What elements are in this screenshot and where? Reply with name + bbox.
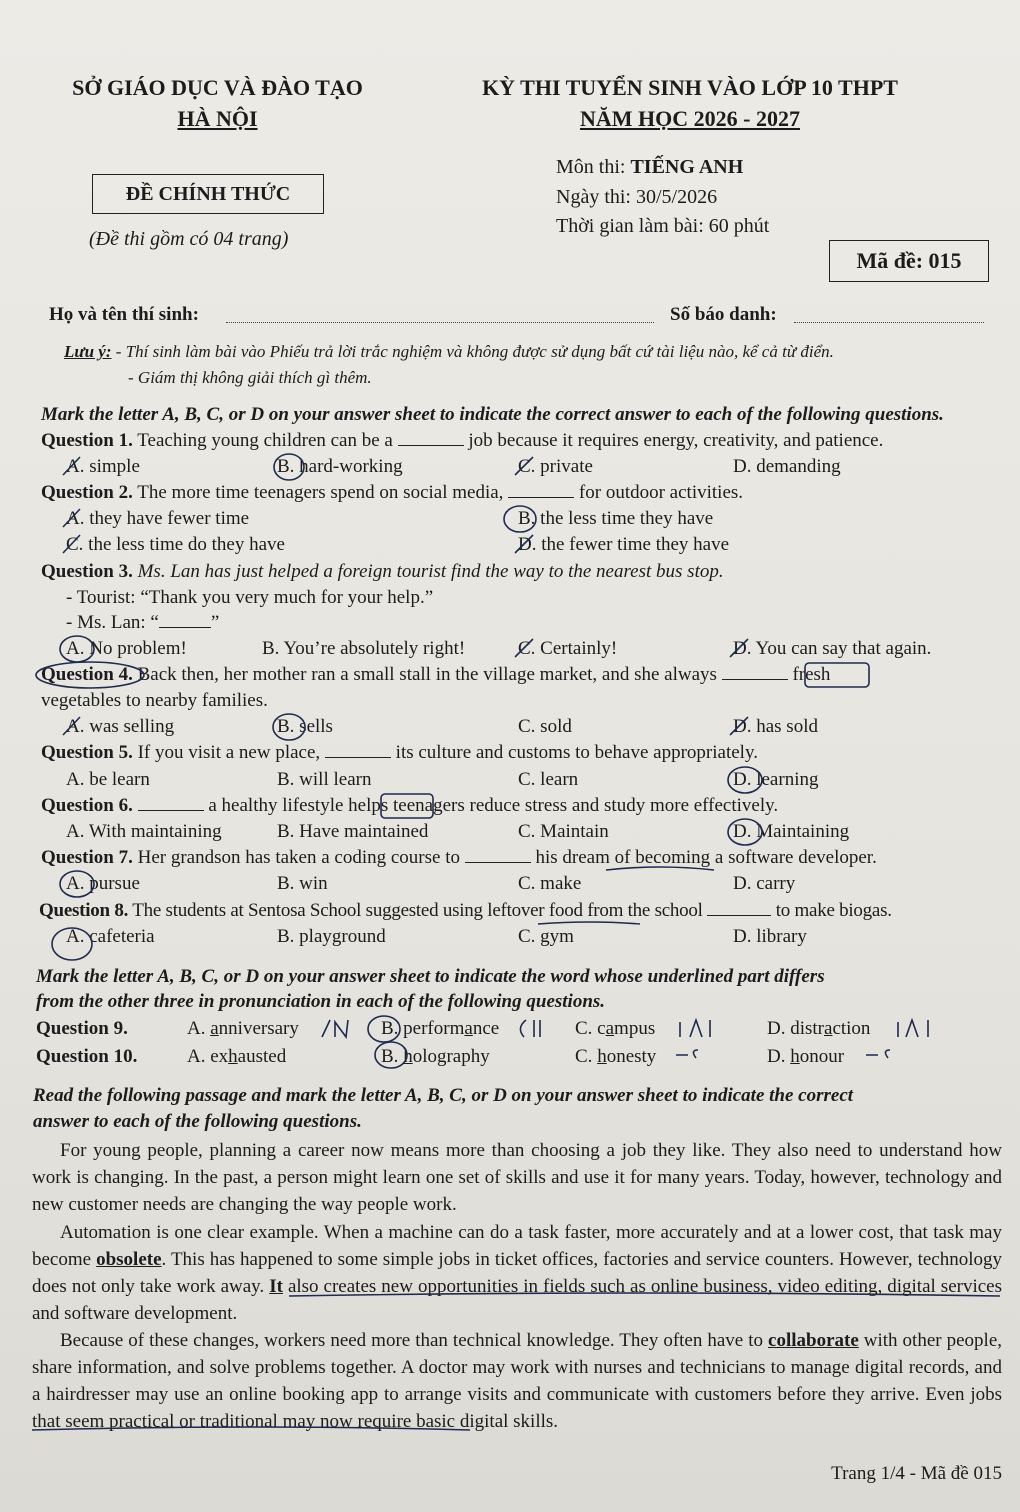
option-7c[interactable]: C. make [518,873,582,894]
pen-circle-mark [728,767,762,793]
exam-date: Ngày thi: 30/5/2026 [556,186,718,208]
question-label: Question 3. [41,561,133,582]
pen-box-mark [381,794,433,818]
dialogue-text: - Ms. Lan: “ [66,612,159,633]
option-1b[interactable]: B. hard-working [277,456,403,477]
underlined-part: a [464,1018,473,1039]
question-text: fresh [787,664,831,685]
option-text: mpus [614,1018,656,1039]
underlined-part: a [210,1018,219,1039]
question-text: its culture and customs to behave appropriately. [390,742,758,763]
question-label: Question 6. [41,795,133,816]
option-4b[interactable]: B. sells [277,716,333,737]
option-text: austed [237,1046,287,1067]
exam-title: KỲ THI TUYỂN SINH VÀO LỚP 10 THPT [482,75,898,100]
option-5b[interactable]: B. will learn [277,769,372,790]
pen-circle-mark [60,871,94,897]
pen-circle-mark [52,928,92,960]
option-text: B. [381,1046,404,1067]
note-line-2: - Giám thị không giải thích gì thêm. [128,368,372,387]
option-text: olography [412,1046,490,1067]
underlined-part: a [605,1018,615,1039]
pen-circle-mark [274,454,304,480]
question-text: to make biogas. [771,900,892,921]
passage-key-word: It [269,1276,283,1297]
pen-strike-mark [515,535,533,553]
option-text: onesty [606,1046,657,1067]
option-3a[interactable]: A. No problem! [66,638,187,659]
section2-instruction-2: from the other three in pronunciation in each of the following questions. [36,991,606,1012]
question-text: Ms. Lan has just helped a foreign tourist find the way to the nearest bus stop. [132,561,724,582]
option-7a[interactable]: A. pursue [66,873,140,894]
pen-strike-mark [730,717,748,735]
option-6a[interactable]: A. With maintaining [66,821,222,842]
option-text: B. perform [381,1018,465,1039]
question-text: job because it requires energy, creativity, and patience. [463,430,884,451]
note-text-1: - Thí sinh làm bài vào Phiếu trả lời trắc nghiệm và không được sử dụng bất cứ tài liệu nào, kể cả từ điển. [111,342,834,361]
underlined-part: a [824,1018,833,1039]
option-text: C. [575,1046,598,1067]
pen-phonetic-note [898,1020,928,1037]
underlined-part: h [597,1046,607,1067]
candidate-name-label: Họ và tên thí sinh: [49,304,199,325]
option-3c[interactable]: C. Certainly! [518,638,618,659]
candidate-id-label: Số báo danh: [670,304,777,325]
option-8c[interactable]: C. gym [518,926,574,947]
pen-underline-mark [289,1293,1000,1296]
option-2d[interactable]: D. the fewer time they have [518,534,730,555]
dept-line-2: HÀ NỘI [177,106,258,131]
subject-label: Môn thi: [556,156,631,178]
exam-duration: Thời gian làm bài: 60 phút [556,215,770,237]
option-text: nce [472,1018,500,1039]
passage-text: Automation is one clear example. When a machine can do a task faster, more accurately and at a lower cost, that task may become [32,1222,1002,1270]
official-badge: ĐỀ CHÍNH THỨC [92,174,324,214]
school-year: NĂM HỌC 2026 - 2027 [580,106,800,131]
option-1d[interactable]: D. demanding [733,456,841,477]
option-text: D. [767,1046,791,1067]
option-6b[interactable]: B. Have maintained [277,821,429,842]
option-2b[interactable]: B. the less time they have [518,508,714,529]
question-text: Teaching young children can be a [132,430,398,451]
option-2a[interactable]: A. they have fewer time [66,508,250,529]
option-5a[interactable]: A. be learn [66,769,150,790]
question-label: Question 4. [41,664,133,685]
pen-strike-mark [730,639,748,657]
pen-strike-mark [63,535,80,553]
option-6c[interactable]: C. Maintain [518,821,609,842]
dialogue-tourist: - Tourist: “Thank you very much for your help.” [66,587,434,608]
exam-code-box: Mã đề: 015 [829,240,989,282]
question-text: The students at Sentosa School suggested using leftover food from the school [128,900,708,921]
question-text: his dream of becoming a software developer. [530,847,877,868]
page-footer: Trang 1/4 - Mã đề 015 [831,1463,1002,1484]
section2-instruction-1: Mark the letter A, B, C, or D on your answer sheet to indicate the word whose underlined part differs [36,966,825,987]
passage-text: Because of these changes, workers need more than technical knowledge. They often have to [60,1330,769,1351]
option-8b[interactable]: B. playground [277,926,386,947]
pen-circle-mark [375,1042,407,1068]
question-text: Her grandson has taken a coding course to [132,847,465,868]
option-8a[interactable]: A. cafeteria [66,926,155,947]
option-8d[interactable]: D. library [733,926,807,947]
option-6d[interactable]: D. Maintaining [733,821,850,842]
question-text: a healthy lifestyle helps teenagers reduce stress and study more effectively. [203,795,779,816]
pen-strike-mark [63,717,80,735]
subject-name: TIẾNG ANH [630,156,744,178]
option-text: A. ex [187,1046,229,1067]
passage-key-word: collaborate [768,1330,859,1351]
pen-circle-mark [36,662,144,688]
pen-underline-mark [538,922,640,924]
dept-line-1: SỞ GIÁO DỤC VÀ ĐÀO TẠO [72,75,363,100]
passage-paragraph-1: For young people, planning a career now means more than choosing a job they like. They also need to understand how work is changing. In the past, a person might learn one set of skills and use it for many years. Today, however, technology and new customer needs are changing the way people work. [32,1140,1002,1215]
section3-instruction-2: answer to each of the following questions. [33,1111,362,1132]
option-2c[interactable]: C. the less time do they have [66,534,285,555]
pen-strike-mark [63,457,80,475]
question-text: The more time teenagers spend on social media, [132,482,509,503]
option-3d[interactable]: D. You can say that again. [733,638,932,659]
option-text: onour [799,1046,845,1067]
pen-box-mark [805,663,869,687]
pen-circle-mark [60,636,94,662]
question-text: for outdoor activities. [574,482,744,503]
option-text: C. c [575,1018,606,1039]
pages-note: (Đề thi gồm có 04 trang) [89,228,289,250]
question-label: Question 8. [39,900,129,921]
pen-strike-mark [515,639,533,657]
option-text: nniversary [218,1018,299,1039]
option-5c[interactable]: C. learn [518,769,579,790]
option-4a[interactable]: A. was selling [66,716,175,737]
pen-circle-mark [504,506,536,532]
question-10-label: Question 10. [36,1046,138,1067]
question-text: Back then, her mother ran a small stall in the village market, and she always [132,664,722,685]
question-9-label: Question 9. [36,1018,128,1039]
question-4-continued: vegetables to nearby families. [41,690,268,711]
pen-strike-mark [515,457,533,475]
question-label: Question 7. [41,847,133,868]
section3-instruction-1: Read the following passage and mark the letter A, B, C, or D on your answer sheet to indicate the correct [33,1085,854,1106]
pen-phonetic-note [322,1020,348,1037]
pen-underline-mark [606,867,714,870]
pen-underline-mark [32,1427,470,1430]
pen-strike-mark [63,509,80,527]
option-1a[interactable]: A. simple [66,456,140,477]
passage-key-word: obsolete [96,1249,162,1270]
question-label: Question 1. [41,430,133,451]
pen-phonetic-note [520,1020,540,1037]
question-label: Question 5. [41,742,133,763]
pen-phonetic-note [676,1050,698,1058]
pen-phonetic-note [866,1050,890,1058]
option-5d[interactable]: D. learning [733,769,819,790]
option-1c[interactable]: C. private [518,456,593,477]
underlined-part: h [403,1046,413,1067]
passage-text: also creates new opportunities in fields such as online business, video editing, digital services and software development. [32,1276,1002,1324]
question-label: Question 2. [41,482,133,503]
option-7d[interactable]: D. carry [733,873,796,894]
option-text: D. distr [767,1018,824,1039]
option-4c[interactable]: C. sold [518,716,572,737]
passage-text: . This has happened to some simple jobs in ticket offices, factories and service counters. However, technology does not only take work away. [32,1249,1003,1297]
dialogue-text: ” [210,612,220,633]
pen-circle-mark [273,714,305,740]
question-text: If you visit a new place, [132,742,325,763]
passage-text: with other people, share information, and solve problems together. A doctor may work with nurses and technicians to manage digital records, and a hairdresser may use an online booking app to arrange visits and communicate with customers before they arrive. Even jobs that seem practical or traditional may now require basic digital skills. [32,1330,1002,1432]
option-4d[interactable]: D. has sold [733,716,818,737]
note-label: Lưu ý: [64,342,112,361]
pen-phonetic-note [680,1020,710,1037]
option-text: A. [187,1018,211,1039]
option-3b[interactable]: B. You’re absolutely right! [262,638,466,659]
pen-circle-mark [368,1016,400,1042]
section1-instruction: Mark the letter A, B, C, or D on your answer sheet to indicate the correct answer to each of the following questions. [41,404,944,425]
option-7b[interactable]: B. win [277,873,328,894]
pen-circle-mark [728,819,762,845]
underlined-part: h [228,1046,238,1067]
option-text: ction [832,1018,871,1039]
underlined-part: h [790,1046,800,1067]
